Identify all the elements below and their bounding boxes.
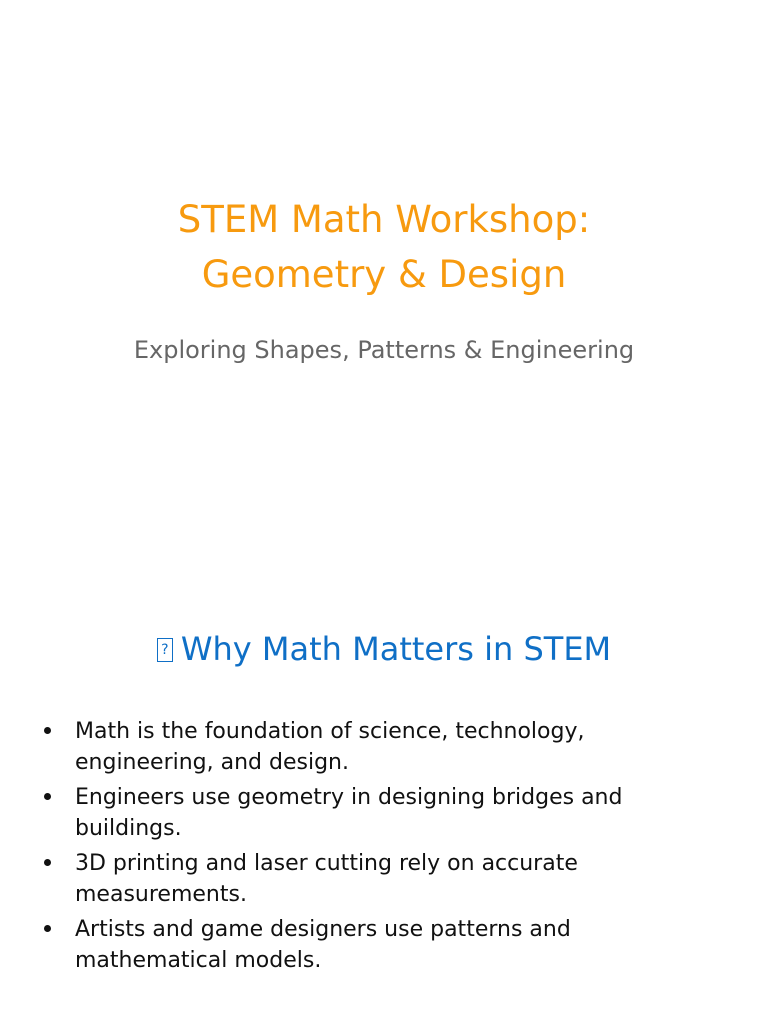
content-slide [0,576,768,1024]
bullet-text: Engineers use geometry in designing bridges and buildings. [75,785,623,841]
bullet-list [42,716,722,980]
section-heading-text: Why Math Matters in STEM [180,630,612,668]
bullet-icon [44,727,51,734]
missing-glyph-icon [157,638,173,662]
bullet-icon [44,793,51,800]
bullet-icon [44,859,51,866]
bullet-text: Math is the foundation of science, technology, engineering, and design. [75,719,585,775]
bullet-text: Artists and game designers use patterns and mathematical models. [75,917,571,973]
slide-title [0,192,768,302]
section-heading [0,626,768,672]
title-line-1: STEM Math Workshop: [177,198,591,241]
list-item [42,716,722,778]
bullet-text: 3D printing and laser cutting rely on accurate measurements. [75,851,578,907]
list-item [42,914,722,976]
slide-subtitle: Exploring Shapes, Patterns & Engineering [133,336,635,364]
bullet-icon [44,925,51,932]
list-item [42,782,722,844]
list-item [42,848,722,910]
title-line-2: Geometry & Design [201,253,567,296]
